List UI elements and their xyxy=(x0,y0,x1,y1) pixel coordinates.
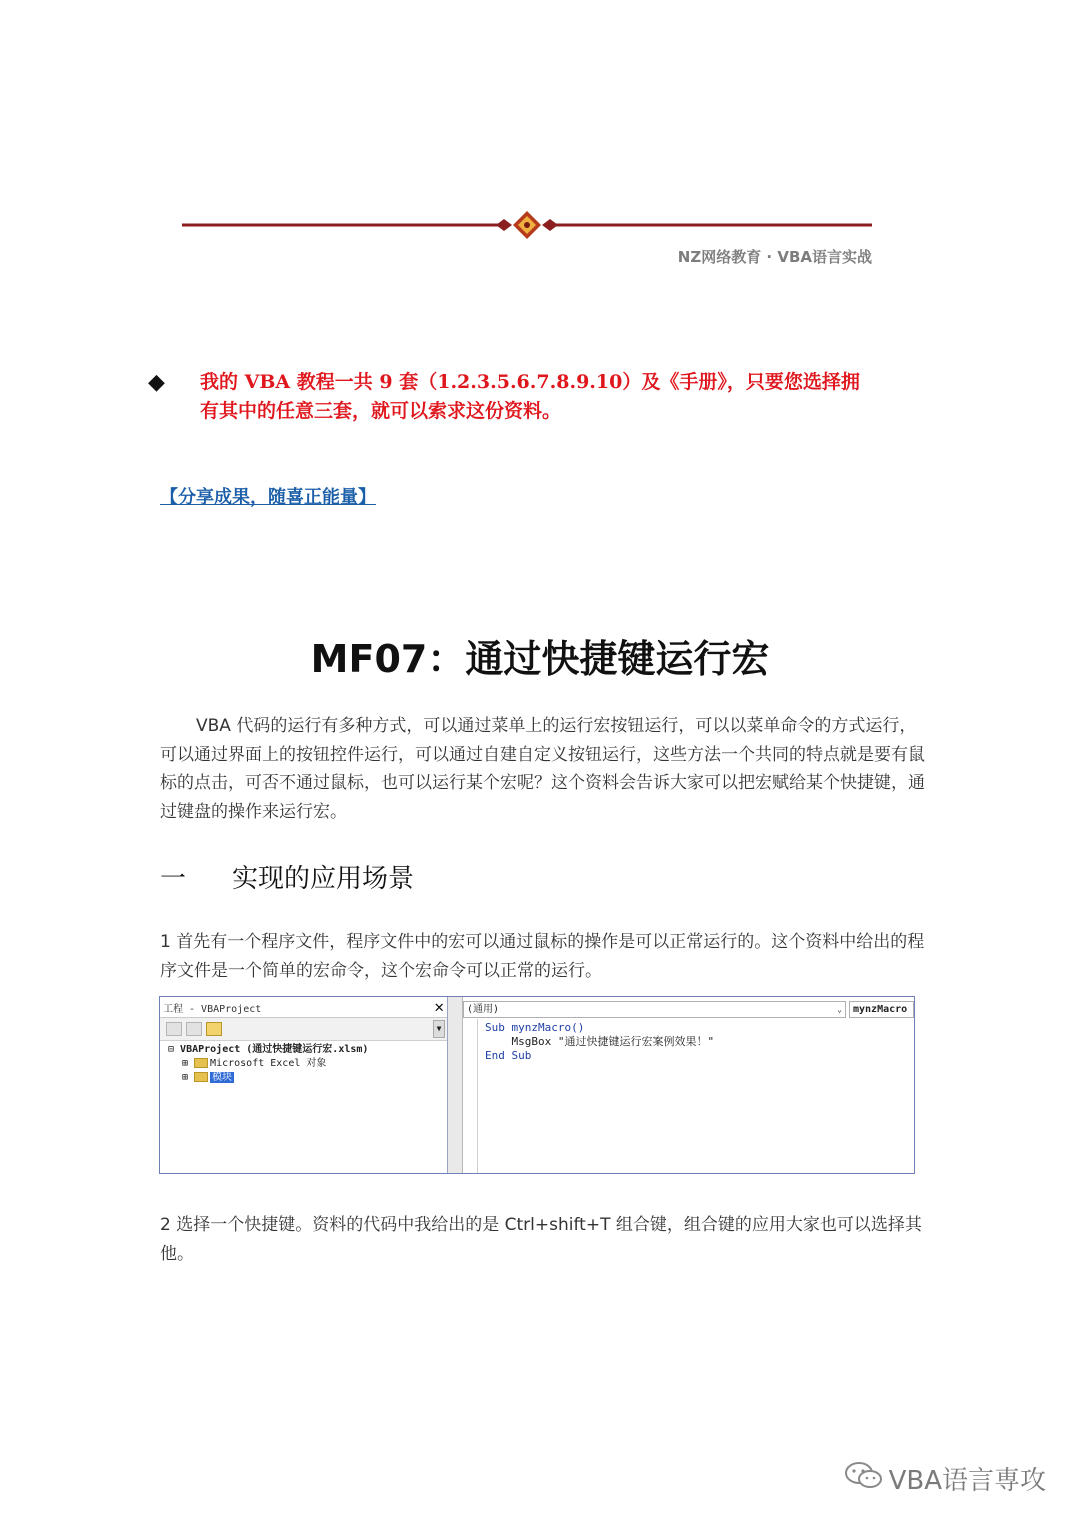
procedure-dropdown[interactable]: mynzMacro xyxy=(849,1001,914,1018)
code-margin xyxy=(463,1019,478,1173)
vba-editor-screenshot xyxy=(159,996,915,1174)
tree-item-vbaproject-label: VBAProject (通过快捷键运行宏.xlsm) xyxy=(180,1044,369,1055)
section-number: 一 xyxy=(160,864,187,894)
code-line: MsgBox "通过快捷键运行宏案例效果！" xyxy=(485,1035,715,1048)
step-1-paragraph: 1 首先有一个程序文件，程序文件中的宏可以通过鼠标的操作是可以正常运行的。这个资料中给出的程序文件是一个简单的宏命令，这个宏命令可以正常的运行。 xyxy=(160,932,925,981)
toggle-folders-icon[interactable] xyxy=(206,1022,222,1036)
folder-icon xyxy=(194,1058,208,1068)
tree-item-excel-objects[interactable]: ⊞ Microsoft Excel 对象 xyxy=(182,1058,327,1069)
notice-line-1: 我的 VBA 教程一共 9 套（1.2.3.5.6.7.8.9.10）及《手册》，只要您选择拥 xyxy=(200,371,860,393)
notice-text xyxy=(200,368,920,426)
section-heading-text: 实现的应用场景 xyxy=(232,864,415,894)
object-dropdown-value: (通用) xyxy=(467,1004,500,1015)
code-line: Sub mynzMacro() xyxy=(485,1021,585,1034)
brand-label: NZ网络教育 · VBA语言实战 xyxy=(677,248,872,266)
tree-item-excel-objects-label: Microsoft Excel 对象 xyxy=(210,1058,327,1069)
project-tree xyxy=(168,1043,368,1085)
diamond-bullet-icon: ◆ xyxy=(148,370,165,395)
close-icon[interactable]: ✕ xyxy=(434,997,444,1016)
tree-item-vbaproject[interactable]: ⊟ VBAProject (通过快捷键运行宏.xlsm) xyxy=(168,1044,369,1055)
wechat-icon xyxy=(844,1460,884,1490)
folder-icon xyxy=(194,1072,208,1082)
scroll-down-icon[interactable]: ▼ xyxy=(433,1020,445,1038)
tree-item-modules-label: 模块 xyxy=(212,1072,233,1083)
section-heading xyxy=(160,858,414,895)
code-line: End Sub xyxy=(485,1049,532,1062)
view-object-icon[interactable] xyxy=(186,1022,202,1036)
step-2-paragraph: 2 选择一个快捷键。资料的代码中我给出的是 Ctrl+shift+T 组合键，组合键的应用大家也可以选择其他。 xyxy=(160,1215,922,1264)
object-dropdown[interactable] xyxy=(463,1001,846,1018)
view-code-icon[interactable] xyxy=(166,1022,182,1036)
code-editor[interactable] xyxy=(485,1021,714,1063)
header-ornament-divider xyxy=(180,205,875,245)
project-explorer-title: 工程 - VBAProject xyxy=(163,1004,262,1015)
intro-paragraph: VBA 代码的运行有多种方式，可以通过菜单上的运行宏按钮运行，可以以菜单命令的方式运行，可以通过界面上的按钮控件运行，可以通过自建自定义按钮运行，这些方法一个共同的特点就是要有鼠标的点击，可否不通过鼠标，也可以运行某个宏呢？这个资料会告诉大家可以把宏赋给某个快捷键，通过键盘的操作来运行宏。 xyxy=(160,716,925,822)
pane-splitter[interactable] xyxy=(448,997,463,1173)
code-window xyxy=(463,997,914,1173)
project-explorer-titlebar xyxy=(160,997,447,1018)
project-explorer-pane xyxy=(160,997,448,1173)
watermark-text: VBA语言専攻 xyxy=(888,1466,1046,1496)
page-title: MF07：通过快捷键运行宏 xyxy=(310,637,770,681)
tree-item-modules[interactable]: ⊞ 模块 xyxy=(182,1072,233,1083)
project-explorer-toolbar xyxy=(160,1018,447,1041)
notice-line-2: 有其中的任意三套，就可以索求这份资料。 xyxy=(200,400,562,422)
share-link[interactable]: 【分享成果，随喜正能量】 xyxy=(160,487,376,508)
chevron-down-icon: ⌄ xyxy=(837,1005,842,1014)
